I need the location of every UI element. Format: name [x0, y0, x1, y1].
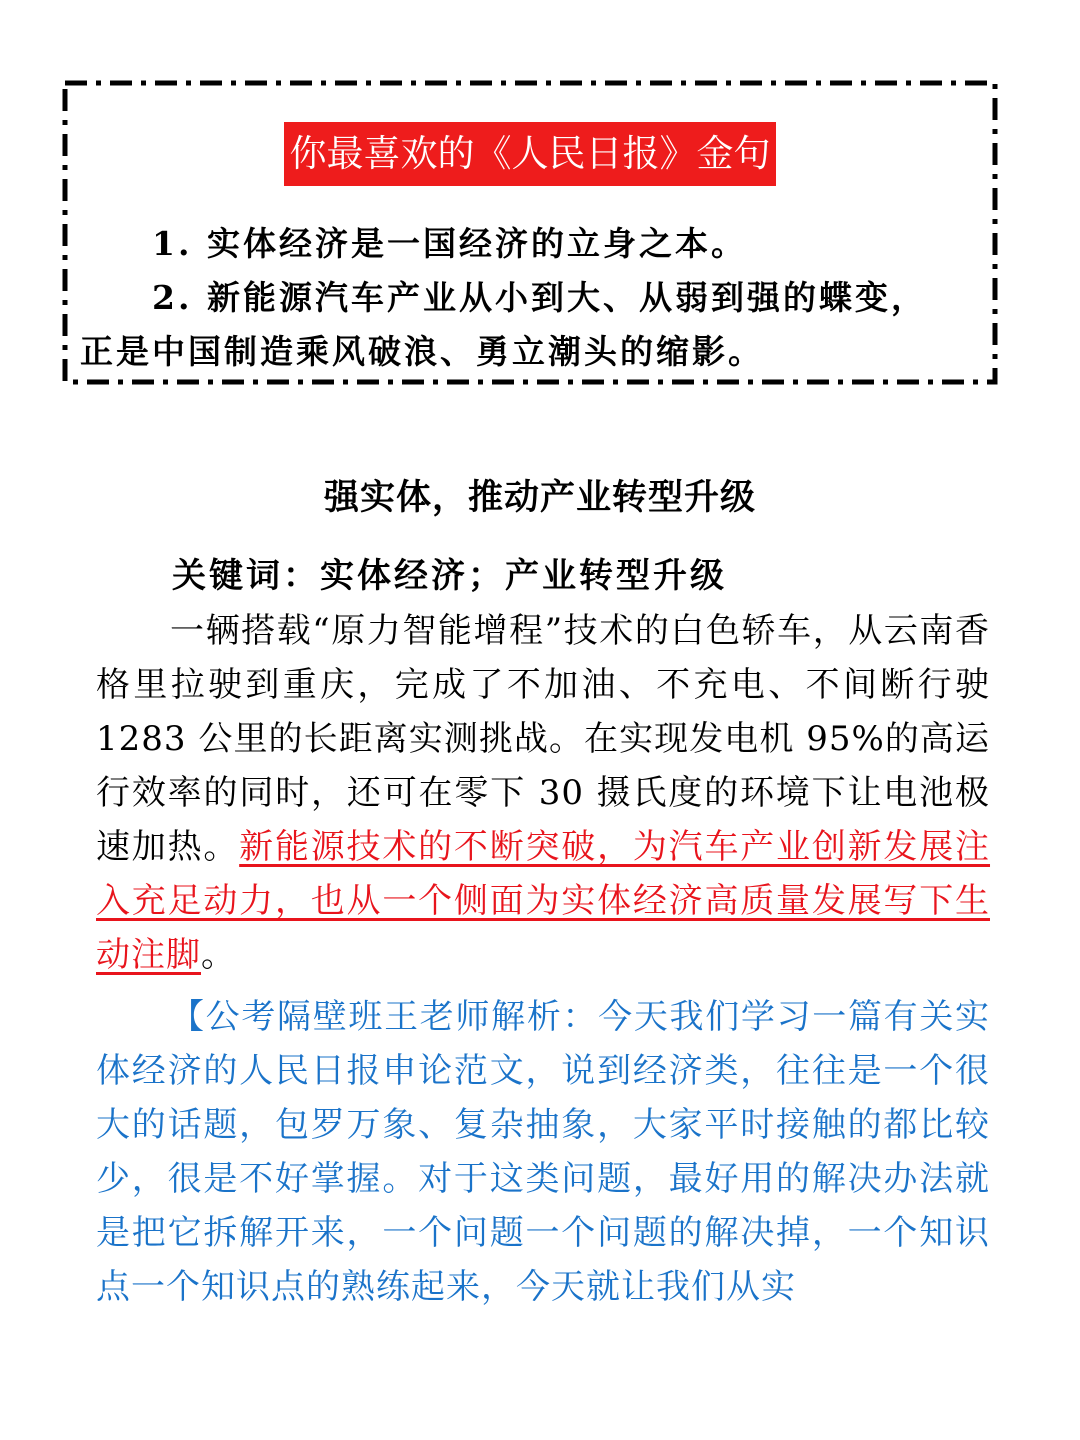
quote-title: 你最喜欢的《人民日报》金句: [284, 122, 776, 186]
body-end: 。: [201, 935, 236, 975]
article-title: 强实体，推动产业转型升级: [323, 477, 756, 518]
analysis-paragraph: 【公考隔壁班王老师解析：今天我们学习一篇有关实体经济的人民日报申论范文，说到经济类，往往是一个很大的话题，包罗万象、复杂抽象，大家平时接触的都比较少，很是不好掌握。对于这类问题，最好用的解决办法就是把它拆解开来，一个问题一个问题的解决掉，一个知识点一个知识点的熟练起来，今天就让我们从实: [96, 997, 990, 1307]
quote-line-2: 2. 新能源汽车产业从小到大、从弱到强的蝶变，: [152, 278, 927, 317]
quote-line-3: 正是中国制造乘风破浪、勇立潮头的缩影。: [80, 332, 764, 371]
keywords: 关键词：实体经济；产业转型升级: [172, 556, 727, 596]
body-paragraph: [96, 604, 990, 982]
quote-line-1: 1. 实体经济是一国经济的立身之本。: [152, 224, 747, 263]
body-text: 一辆搭载“原力智能增程”技术的白色轿车，从云南香格里拉驶到重庆，完成了不加油、不充电、不间断行驶 1283 公里的长距离实测挑战。在实现发电机 95%的高运行效率的同时，还可在零下 30 摄氏度的环境下让电池极速加热。: [96, 611, 990, 867]
body-highlight: 新能源技术的不断突破，为汽车产业创新发展注入充足动力，也从一个侧面为实体经济高质量发展写下生动注脚: [96, 827, 991, 975]
